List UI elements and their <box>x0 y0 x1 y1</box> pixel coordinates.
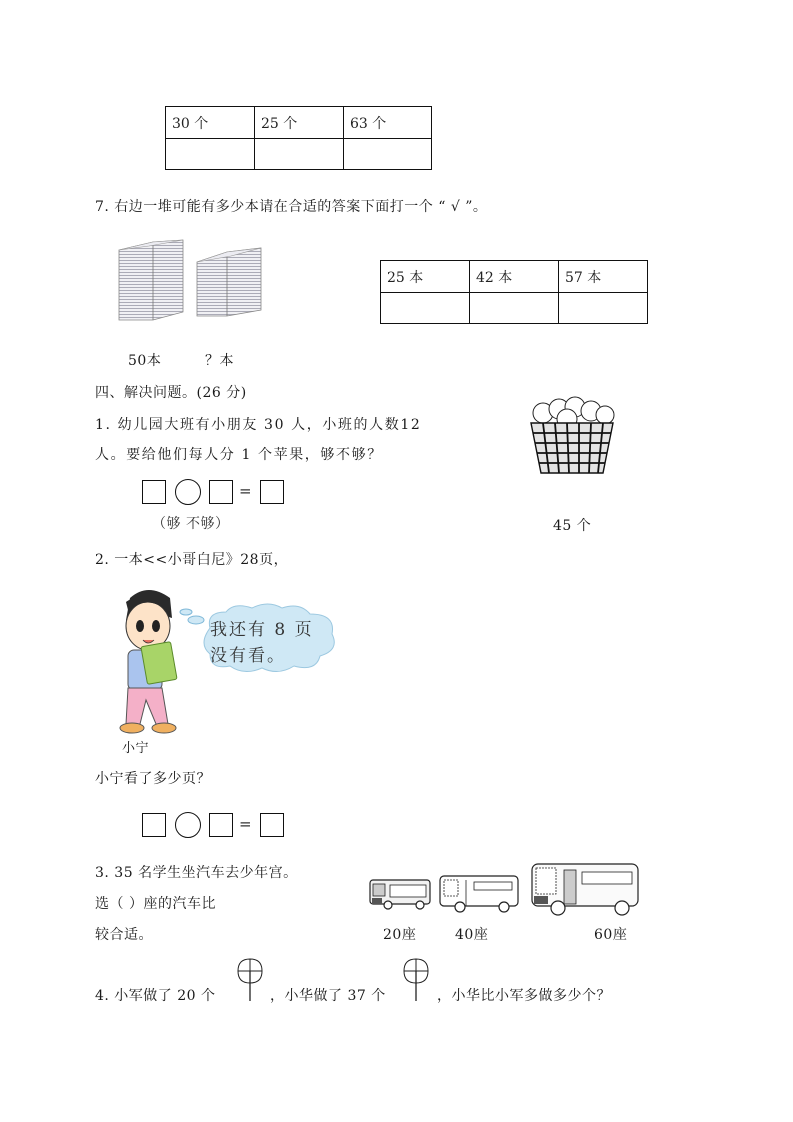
p2-question: 小宁看了多少页？ <box>95 771 211 787</box>
q6-option: 63 个 <box>344 107 432 139</box>
bus-label-60: 60座 <box>594 927 628 943</box>
p1-equals-sign: = <box>239 482 252 500</box>
stack-label-known: 50本 <box>128 353 162 369</box>
p1-operand-box-1[interactable] <box>142 480 166 504</box>
q6-answer-cell[interactable] <box>255 139 344 170</box>
speech-text-line2: 没有看。 <box>210 646 286 666</box>
p2-equals-sign: = <box>239 815 252 833</box>
book-stack-icon <box>115 238 265 323</box>
q7-answer-cell[interactable] <box>381 293 470 324</box>
p3-text-line1: 3. 35 名学生坐汽车去少年宫。 <box>95 865 298 881</box>
q6-options-table <box>165 106 432 170</box>
p3-text-line3: 较合适。 <box>95 927 153 943</box>
bus-60-seat-icon <box>530 860 642 918</box>
q7-options-table <box>380 260 648 324</box>
bus-label-20: 20座 <box>383 927 417 943</box>
q7-option: 25 本 <box>381 261 470 293</box>
bus-label-40: 40座 <box>455 927 489 943</box>
stack-label-unknown: ？本 <box>205 353 234 369</box>
p1-text-line2: 人。要给他们每人分 1 个苹果，够不够？ <box>95 447 383 463</box>
p2-operator-circle[interactable] <box>175 812 201 838</box>
p1-choice-label: （够 不够） <box>152 516 230 532</box>
pinwheel-icon <box>398 955 434 1003</box>
p3-text-line2: 选（ ）座的汽车比 <box>95 896 216 912</box>
section-heading: 四、解决问题。(26 分) <box>95 385 247 401</box>
p2-text-line1: 2. 一本<<小哥白尼》28页， <box>95 552 289 568</box>
q6-answer-cell[interactable] <box>166 139 255 170</box>
q7-answer-cell[interactable] <box>470 293 559 324</box>
q6-option: 30 个 <box>166 107 255 139</box>
bus-20-seat-icon <box>368 878 432 910</box>
p2-operand-box-1[interactable] <box>142 813 166 837</box>
pinwheel-icon <box>232 955 268 1003</box>
character-name: 小宁 <box>122 741 150 756</box>
p4-text-part1: 4. 小军做了 20 个 <box>95 988 216 1004</box>
apple-basket-icon <box>525 393 620 478</box>
q7-answer-cell[interactable] <box>559 293 648 324</box>
p1-result-box[interactable] <box>260 480 284 504</box>
p1-operand-box-2[interactable] <box>209 480 233 504</box>
p4-text-part3: ，小华比小军多做多少个？ <box>437 988 611 1004</box>
q6-option: 25 个 <box>255 107 344 139</box>
p4-text-part2: ，小华做了 37 个 <box>270 988 386 1004</box>
basket-label: 45 个 <box>553 518 592 534</box>
p2-operand-box-2[interactable] <box>209 813 233 837</box>
q7-option: 42 本 <box>470 261 559 293</box>
q7-prompt: 7. 右边一堆可能有多少本请在合适的答案下面打一个 “ √ ”。 <box>95 199 488 215</box>
p1-operator-circle[interactable] <box>175 479 201 505</box>
q6-answer-cell[interactable] <box>344 139 432 170</box>
bus-40-seat-icon <box>438 872 522 914</box>
p2-result-box[interactable] <box>260 813 284 837</box>
q7-option: 57 本 <box>559 261 648 293</box>
speech-text-line1: 我还有 8 页 <box>210 620 314 640</box>
p1-text-line1: 1. 幼儿园大班有小朋友 30 人，小班的人数12 <box>95 417 422 433</box>
